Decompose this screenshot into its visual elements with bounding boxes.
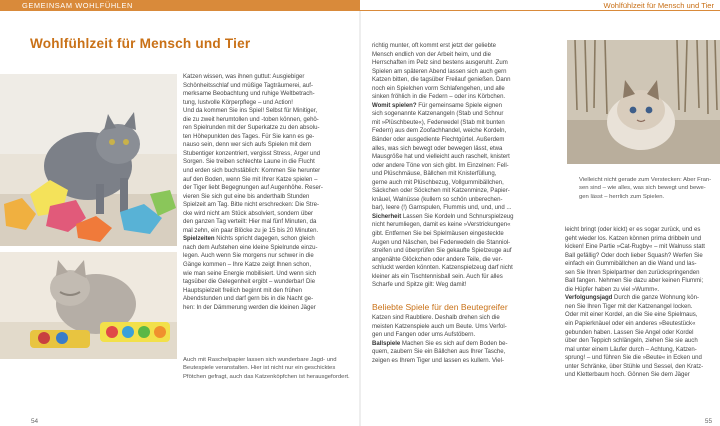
page-title: Wohlfühlzeit für Mensch und Tier bbox=[30, 36, 251, 51]
caption-right bbox=[579, 176, 717, 201]
text-line: ten Höhepunkten des Tages. Für Sie kann es ge- bbox=[183, 133, 315, 140]
run-in-heading: Sicherheit bbox=[372, 213, 402, 220]
text-line: gebunden haben. Lassen Sie Angel oder Kordel bbox=[565, 329, 694, 336]
text-line: vieren Sie sich gut eine bis anderthalb Stunden bbox=[183, 193, 310, 200]
text-line: Augen und Näschen, bei Federwedeln die Stanniol- bbox=[372, 239, 511, 246]
text-line: Katzen bitten, die tagsüber Freilauf genießen. Dann bbox=[372, 77, 511, 84]
text-line: sen Sie Ihren Spielpartner den zurückspringenden bbox=[565, 269, 700, 276]
text-line: die Hüpfer haben zu viel »Wumm«. bbox=[565, 286, 660, 293]
running-header-right bbox=[360, 0, 720, 11]
text-line: nach dem Aufstehen eine kleine Spielrunde einzu- bbox=[183, 244, 318, 251]
text-line: Stubentiger konzentriert, vergisst Stress, Ärger und bbox=[183, 150, 321, 157]
text-line: tung, lustvolle Körperpflege – und Action! bbox=[183, 99, 293, 106]
subheading: Beliebte Spiele für den Beutegreifer bbox=[372, 302, 508, 312]
text-line: leicht bringt (oder kickt) er es sogar zurück, und es bbox=[565, 227, 701, 233]
text-line: schluckt werden könnten. Katzenspielzeug darf nicht bbox=[372, 265, 513, 272]
photo-cat-puzzle-toy bbox=[0, 252, 177, 359]
caption-left bbox=[183, 356, 353, 381]
text-line: und erden sich buchstäblich: Kommen Sie herunter bbox=[183, 168, 321, 175]
text-line: Abendstunden und darf gern bis in die Nacht ge- bbox=[183, 296, 314, 303]
text-line: quem, zaubern Sie ein Bällchen aus Ihrer Tasche, bbox=[372, 349, 506, 356]
text-column-3 bbox=[565, 226, 718, 380]
chapter-title: Wohlfühlzeit für Mensch und Tier bbox=[603, 1, 714, 10]
text-line: mit »Plüschbeute«), Federwedel (Stab mit bunten bbox=[372, 119, 505, 126]
text-line: einfach ein Gummibällchen an die Wand und las- bbox=[565, 261, 697, 268]
text-line: sich sogenannte Katzenangeln (Stab und Schnur bbox=[372, 111, 504, 118]
run-in-heading: Ballspiele bbox=[372, 340, 401, 347]
text-line: der Tiger liebt Begegnungen auf Augenhöhe. Reser- bbox=[183, 185, 323, 192]
text-line: gerne auch mit Plüschbezug, Vollgummibällchen, bbox=[372, 179, 504, 186]
caption-line: auch das Katzenköpfchen ist herausgefordert. bbox=[229, 373, 350, 380]
text-line: geht wieder los. Katzen können prima dribbeln und bbox=[565, 235, 702, 242]
running-header-left bbox=[0, 0, 360, 11]
text-line: richtig munter, oft kommt erst jetzt der geliebte bbox=[372, 43, 497, 49]
text-line: die zu zweit herumtollen und -toben können, gehö- bbox=[183, 116, 319, 123]
text-line: merksame Beobachtung und ruhige Weltbetrach- bbox=[183, 91, 315, 98]
page-number-left: 54 bbox=[31, 418, 39, 425]
section-label: GEMEINSAM WOHLFÜHLEN bbox=[22, 1, 133, 10]
text-line: Hauptspielzeit freilich beginnt mit den frühen bbox=[183, 287, 302, 294]
text-line: unter Schränke, über Stühle und Sessel, den Kratz- bbox=[565, 363, 704, 370]
text-line: hen: In der Dämmerung werden die kleinen Jäger bbox=[183, 304, 316, 311]
text-line: Oder mit einer Kordel, an die Sie eine Spielmaus, bbox=[565, 312, 698, 319]
text-line: legen. Auch wenn Sie morgens nur schwer in die bbox=[183, 253, 314, 260]
text-line: Katzen wissen, was ihnen guttut: Ausgiebiger bbox=[183, 74, 305, 80]
text-line: Mensch endlich von der Arbeit heim, und die bbox=[372, 51, 491, 58]
text-line: auf den Boden, wenn Sie mit Ihrer Katze spielen – bbox=[183, 176, 318, 183]
text-line: Schönheitsschlaf und müßige Tagträumerei, auf- bbox=[183, 82, 313, 89]
text-line: zeigen es Ihrem Tiger und lassen es kullern. Viel- bbox=[372, 357, 504, 364]
text-line: Gänge kommen – Ihre Katze zeigt Ihnen schon, bbox=[183, 262, 312, 269]
caption-line: gen lässt – herrlich zum Spielen. bbox=[579, 193, 665, 200]
run-in-heading: Verfolgungsjagd bbox=[565, 295, 613, 302]
photo-cat-paper bbox=[0, 74, 177, 246]
page-gutter bbox=[359, 11, 361, 426]
text-line: kleiner als ein Tischtennisball sein. Auch für alles bbox=[372, 273, 503, 280]
text-line: angenähte Glöckchen oder andere Teile, die ver- bbox=[372, 256, 503, 263]
text-line: Spielzeit am Tag. Bitte nicht erschrecken: Die Stre- bbox=[183, 202, 320, 209]
text-line: mal unter einem Läufer durch – Achtung, Katzen- bbox=[565, 346, 697, 353]
text-line: über den Teppich schlängeln, ziehen Sie sie auch bbox=[565, 338, 698, 345]
text-line: Herrschaften im Pelz sind bestens ausgeruht. Zum bbox=[372, 60, 508, 67]
text-line: mal zehn, ein paar Blöcke zu je 15 bis 20 Minuten. bbox=[183, 227, 319, 234]
text-line: alles, was sich bewegt oder bewegen lässt, etwa bbox=[372, 145, 503, 152]
text-line: Federn) aus dem Zoofachhandel, weiche Kordeln, bbox=[372, 128, 507, 135]
text-column-1 bbox=[183, 73, 353, 312]
text-line: noch ein Spielchen vorm Schlafengehen, und alle bbox=[372, 85, 505, 92]
text-line: Ball fangen. Nehmen Sie dazu aber keinen Flummi; bbox=[565, 278, 704, 285]
caption-line: sen sind – wie alles, was sich bewegt und bewe- bbox=[579, 185, 706, 192]
text-line: knäuel, Walnüsse (kullern so schön unberechen- bbox=[372, 196, 503, 203]
caption-line: Vielleicht nicht gerade zum Verstecken: Aber Fran- bbox=[579, 177, 712, 183]
text-line: nen Sie Ihren Tiger mit der Katzenangel locken. bbox=[565, 303, 693, 310]
caption-line: und Beutespiele veranstalten. bbox=[183, 357, 337, 372]
text-column-2 bbox=[372, 42, 544, 290]
text-line: ein Papierknäuel oder ein anderes »Beutestück« bbox=[565, 321, 696, 328]
caption-line: Hier ist nicht nur ein geschicktes Pfötchen gefragt, bbox=[183, 365, 336, 380]
text-line: Ballspiele Machen Sie es sich auf dem Boden be- bbox=[372, 340, 508, 347]
caption-line: Auch mit Raschelpapier lassen sich wunderbare Jagd- bbox=[183, 357, 326, 363]
run-in-heading: Womit spielen? bbox=[372, 102, 417, 109]
text-line: sprung! – und führen Sie die »Beute« in Ecken und bbox=[565, 355, 702, 362]
text-line: Sicherheit Lassen Sie Kordeln und Schnurspielzeug bbox=[372, 213, 514, 220]
text-column-2b bbox=[372, 314, 544, 365]
text-line: Womit spielen? Für gemeinsame Spiele eignen bbox=[372, 102, 502, 109]
text-line: sinken fröhlich in die Federn – oder ins Körbchen. bbox=[372, 94, 506, 101]
text-line: bar), leere (!) Garnspulen, Flummis und, und, und ... bbox=[372, 205, 512, 212]
page-number-right: 55 bbox=[704, 418, 712, 425]
text-line: Verfolgungsjagd Durch die ganze Wohnung kön- bbox=[565, 295, 699, 302]
text-line: Spielen am späteren Abend lassen sich auch gern bbox=[372, 68, 507, 75]
text-line: Ball gefällig? Oder doch lieber Squash? Werfen Sie bbox=[565, 252, 703, 259]
text-line: ren Spielrunden mit der Superkatze zu den absolu- bbox=[183, 125, 320, 132]
text-line: streifen und überprüfen Sie gekaufte Spielzeuge auf bbox=[372, 248, 512, 255]
text-line: Sorgen. Sie treiben schlechte Laune in die Flucht bbox=[183, 159, 315, 166]
text-line: Und da kommen Sie ins Spiel! Selbst für Minitiger, bbox=[183, 108, 318, 115]
text-line: kicken! Eine Partie »Cat-Rugby« – mit Walnuss statt bbox=[565, 244, 705, 251]
text-line: oder andere Töne von sich gibt. Im Einzelnen: Fell- bbox=[372, 162, 509, 169]
text-line: und Kletterbaum hoch. Gönnen Sie dem Jäger bbox=[565, 372, 690, 379]
text-line: Mausgröße hat und vielleicht auch raschelt, knistert bbox=[372, 154, 510, 161]
text-line: Katzen sind Raubtiere. Deshalb drehen sich die bbox=[372, 315, 500, 321]
text-line: gen und Fangen oder ums Aufstöbern. bbox=[372, 332, 476, 339]
text-line: Spielzeiten Nichts spricht dagegen, schon gleich bbox=[183, 236, 315, 243]
text-line: cke wird nicht am Stück absolviert, sondern über bbox=[183, 210, 314, 217]
text-line: gibt. Entfernen Sie bei Spielmäusen eingesteckte bbox=[372, 231, 504, 238]
text-line: wie man seine Energie mobilisiert. Und wenn sich bbox=[183, 270, 317, 277]
photo-cat-fringe bbox=[567, 40, 720, 164]
text-line: den ganzen Tag verteilt: Hier mal fünf Minuten, da bbox=[183, 219, 317, 226]
text-line: Scharfe und Spitze gilt: Weg damit! bbox=[372, 282, 467, 289]
text-line: nicht herumliegen, damit es keine »Verstrickungen« bbox=[372, 222, 511, 229]
text-line: meisten Katzenspiele auch um Beute. Ums Verfol- bbox=[372, 323, 507, 330]
text-line: tagsüber die Gelegenheit ergibt – wunderbar! Die bbox=[183, 279, 316, 286]
text-line: und Plüschmäuse, Bällchen mit Knisterfüllung, bbox=[372, 171, 497, 178]
text-line: Säckchen oder Söckchen mit Katzenminze, Papier- bbox=[372, 188, 510, 195]
text-line: Bänder oder ausgediente Flechtgürtel. Außerdem bbox=[372, 137, 505, 144]
run-in-heading: Spielzeiten bbox=[183, 236, 215, 243]
text-line: nauso sein, denn wer sich aufs Spielen mit dem bbox=[183, 142, 312, 149]
